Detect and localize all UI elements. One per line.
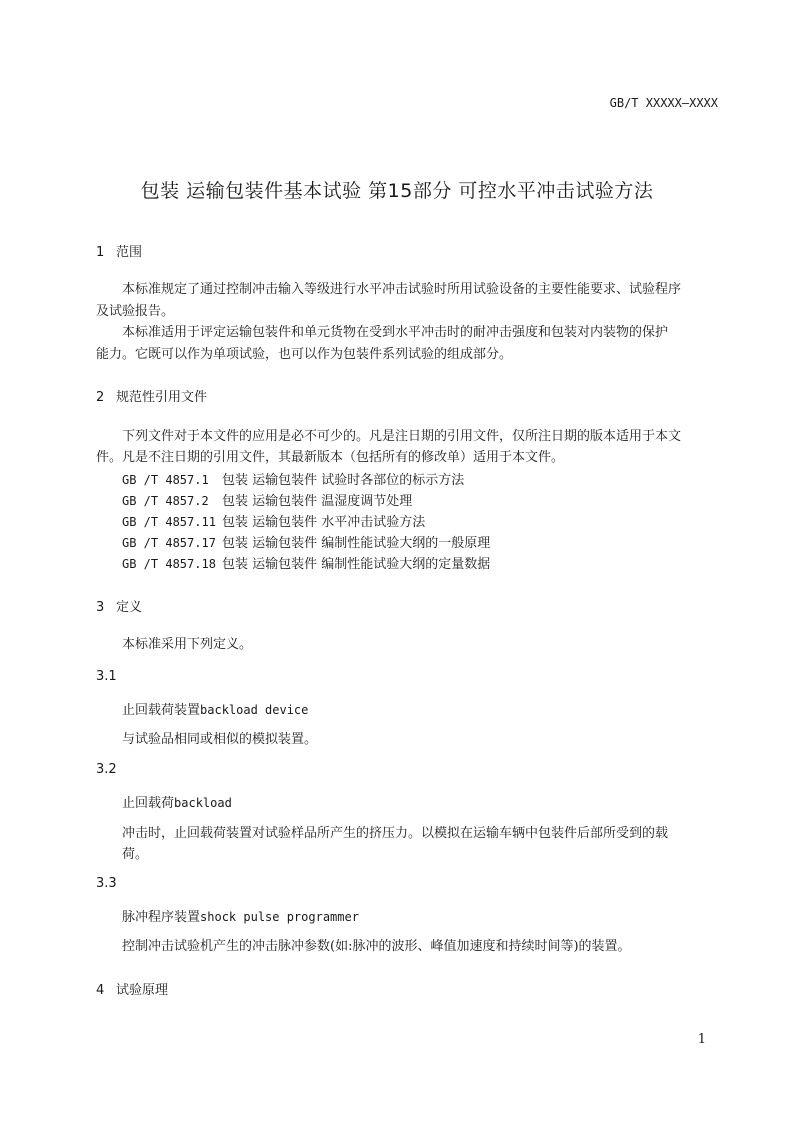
term-chinese: 止回载荷 (122, 796, 175, 811)
section-number: 1 (96, 245, 105, 260)
paragraph-line: 本标准规定了通过控制冲击输入等级进行水平冲击试验时所用试验设备的主要性能要求、试验程序 (122, 282, 682, 297)
paragraph-line: 本标准适用于评定运输包装件和单元货物在受到水平冲击时的耐冲击强度和包装对内装物的保护 (122, 325, 669, 340)
section-4-heading (96, 979, 168, 998)
paragraph-line: 下列文件对于本文件的应用是必不可少的。凡是注日期的引用文件，仅所注日期的版本适用于本文 (122, 429, 682, 444)
term-english: backload (174, 796, 232, 810)
section-number: 4 (96, 983, 105, 998)
term-definition: 控制冲击试验机产生的冲击脉冲参数(如:脉冲的波形、峰值加速度和持续时间等)的装置。 (122, 939, 631, 954)
section-title: 规范性引用文件 (116, 390, 208, 405)
reference-code: GB /T 4857.2 (122, 494, 209, 508)
section-title: 试验原理 (116, 983, 169, 998)
reference-title: 包装 运输包装件 编制性能试验大纲的定量数据 (222, 557, 491, 572)
section-number: 2 (96, 390, 105, 405)
section-title: 定义 (116, 600, 143, 615)
term-entry (122, 906, 359, 925)
paragraph-line: 及试验报告。 (96, 304, 175, 319)
term-entry (122, 792, 232, 811)
reference-title: 包装 运输包装件 水平冲击试验方法 (222, 515, 426, 530)
section-title: 范围 (116, 245, 143, 260)
term-definition: 荷。 (122, 847, 149, 862)
term-definition: 冲击时，止回载荷装置对试验样品所产生的挤压力。以模拟在运输车辆中包装件后部所受到的载 (122, 826, 669, 841)
reference-item (122, 469, 464, 488)
reference-code: GB /T 4857.18 (122, 557, 216, 571)
clause-number: 3.3 (96, 876, 117, 891)
section-1-heading (96, 241, 142, 260)
term-english: shock pulse programmer (200, 910, 359, 924)
reference-item (122, 511, 425, 530)
clause-number: 3.2 (96, 762, 117, 777)
reference-item (122, 553, 490, 572)
term-chinese: 脉冲程序装置 (122, 910, 201, 925)
reference-item (122, 490, 412, 509)
reference-code: GB /T 4857.1 (122, 473, 209, 487)
reference-item (122, 532, 490, 551)
section-3-heading (96, 596, 142, 615)
reference-code: GB /T 4857.17 (122, 536, 216, 550)
clause-number: 3.1 (96, 669, 117, 684)
document-title: 包装 运输包装件基本试验 第15部分 可控水平冲击试验方法 (140, 180, 654, 202)
section-number: 3 (96, 600, 105, 615)
page-number: 1 (697, 1032, 706, 1047)
paragraph-line: 件。凡是不注日期的引用文件，其最新版本（包括所有的修改单）适用于本文件。 (96, 450, 565, 465)
reference-title: 包装 运输包装件 试验时各部位的标示方法 (222, 473, 465, 488)
term-chinese: 止回载荷装置 (122, 703, 201, 718)
reference-title: 包装 运输包装件 编制性能试验大纲的一般原理 (222, 536, 491, 551)
paragraph-line: 本标准采用下列定义。 (122, 637, 253, 652)
reference-code: GB /T 4857.11 (122, 515, 216, 529)
section-2-heading (96, 386, 207, 405)
term-english: backload device (200, 703, 309, 717)
term-entry (122, 699, 308, 718)
standard-code: GB/T XXXXX—XXXX (609, 96, 718, 110)
term-definition: 与试验品相同或相似的模拟装置。 (122, 732, 318, 747)
paragraph-line: 能力。它既可以作为单项试验，也可以作为包装件系列试验的组成部分。 (96, 347, 513, 362)
reference-title: 包装 运输包装件 温湿度调节处理 (222, 494, 413, 509)
